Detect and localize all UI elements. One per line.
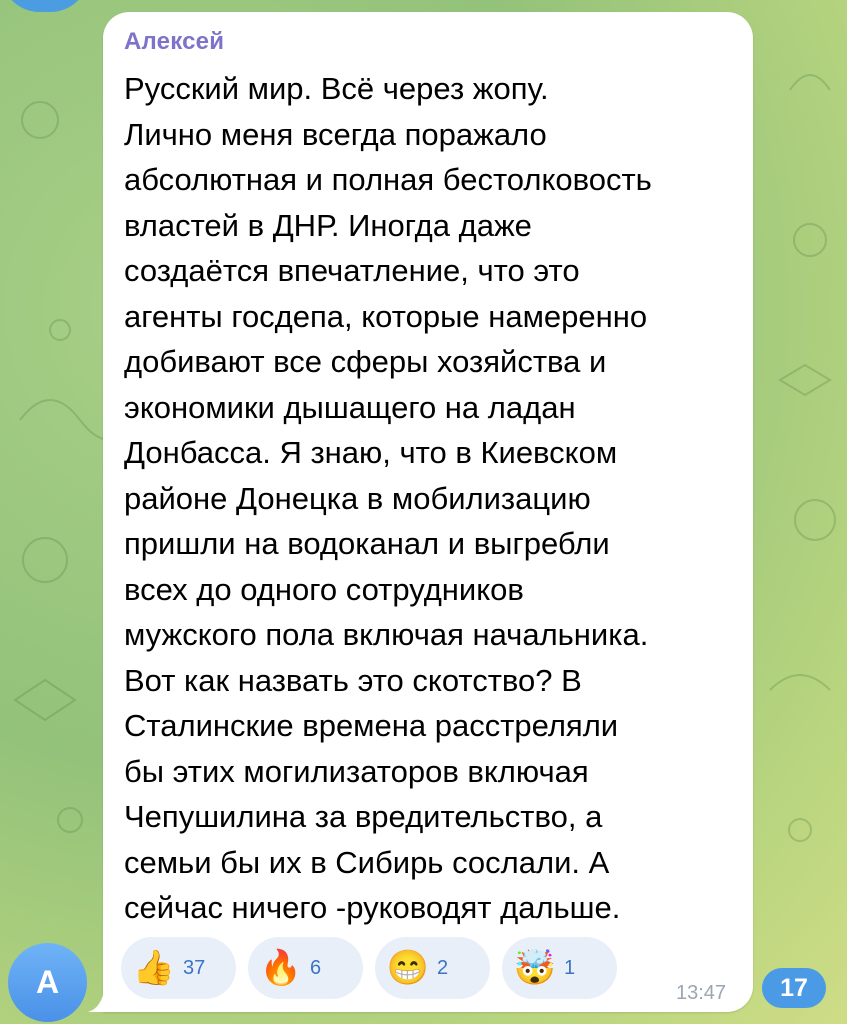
reaction-count: 2 xyxy=(437,956,449,979)
sender-avatar[interactable]: А xyxy=(8,943,87,1022)
reactions-bar xyxy=(121,937,617,999)
reaction-count: 37 xyxy=(183,956,206,979)
reaction-grin[interactable] xyxy=(375,937,490,999)
sender-name[interactable]: Алексей xyxy=(124,28,225,55)
exploding-head-icon: 🤯 xyxy=(513,949,557,987)
unread-count-badge[interactable]: 17 xyxy=(762,968,826,1008)
reaction-exploding-head[interactable] xyxy=(502,937,617,999)
message-bubble-tail xyxy=(88,986,118,1012)
previous-message-avatar-edge xyxy=(0,0,90,12)
reaction-fire[interactable] xyxy=(248,937,363,999)
reaction-thumbs-up[interactable] xyxy=(121,937,236,999)
thumbs-up-icon: 👍 xyxy=(132,949,176,987)
fire-icon: 🔥 xyxy=(259,949,303,987)
message-text: Русский мир. Всё через жопу. Лично меня всегда поражало абсолютная и полная бестолковость властей в ДНР. Иногда даже создаётся впечатление, что это агенты госдепа, которые намеренно добивают все сферы хозяйства и экономики дышащего на ладан Донбасса. Я знаю, что в Киевском районе Донецка в мобилизацию пришли на водоканал и выгребли всех до одного сотрудников мужского пола включая начальника. Вот как назвать это скотство? В Сталинские времена расстреляли бы этих могилизаторов включая Чепушилина за вредительство, а семьи бы их в Сибирь сослали. А сейчас ничего -руководят дальше. xyxy=(124,71,652,925)
reaction-count: 6 xyxy=(310,956,322,979)
message-timestamp: 13:47 xyxy=(676,982,727,1004)
grin-icon: 😁 xyxy=(386,949,430,987)
reaction-count: 1 xyxy=(564,956,576,979)
